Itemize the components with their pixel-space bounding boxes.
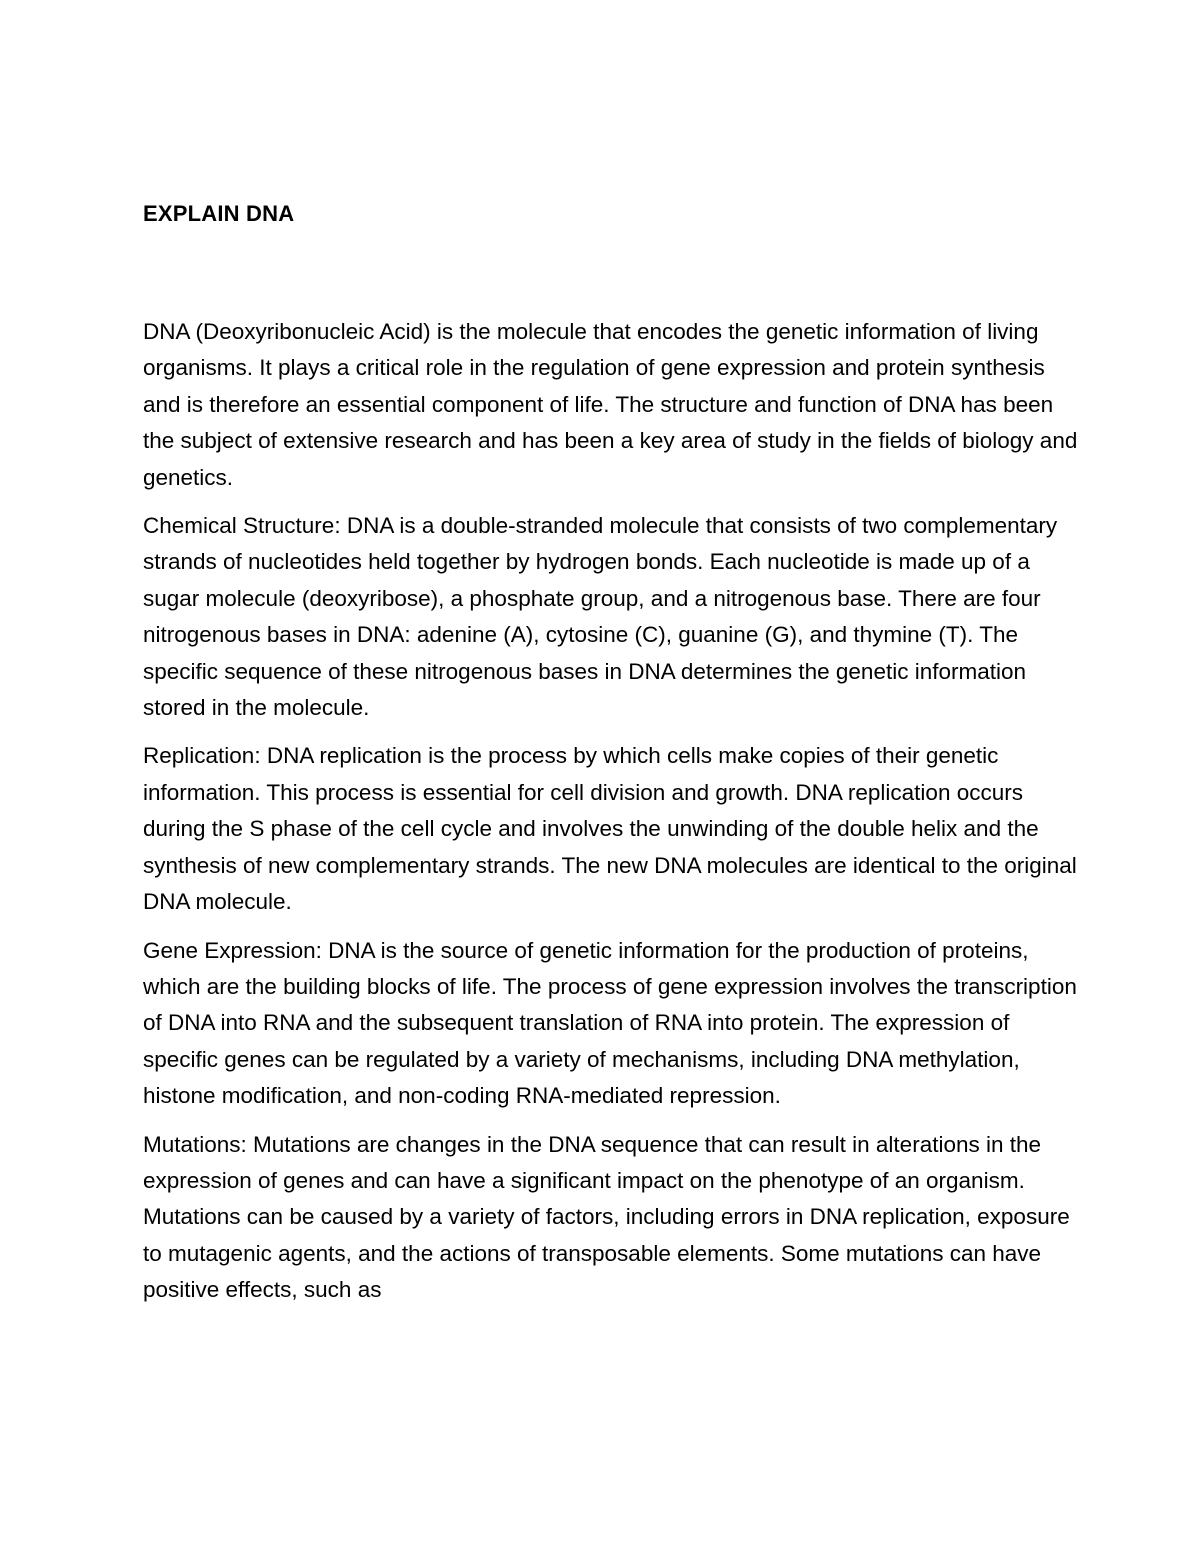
document-body: [143, 196, 1078, 1321]
paragraph-introduction: DNA (Deoxyribonucleic Acid) is the molecule that encodes the genetic information of living organisms. It plays a critical role in the regulation of gene expression and protein synthesis and is therefore an essential component of life. The structure and function of DNA has been the subject of extensive research and has been a key area of study in the fields of biology and genetics.: [143, 319, 1078, 490]
paragraph-replication: Replication: DNA replication is the process by which cells make copies of their genetic information. This process is essential for cell division and growth. DNA replication occurs during the S phase of the cell cycle and involves the unwinding of the double helix and the synthesis of new complementary strands. The new DNA molecules are identical to the original DNA molecule.: [143, 743, 1077, 915]
paragraph-mutations: Mutations: Mutations are changes in the DNA sequence that can result in alterations in the expression of genes and can have a significant impact on the phenotype of an organism. Mutations can be caused by a variety of factors, including errors in DNA replication, exposure to mutagenic agents, and the actions of transposable elements. Some mutations can have positive effects, such as: [143, 1131, 1070, 1303]
paragraph-chemical-structure: Chemical Structure: DNA is a double-stranded molecule that consists of two complementary strands of nucleotides held together by hydrogen bonds. Each nucleotide is made up of a sugar molecule (deoxyribose), a phosphate group, and a nitrogenous base. There are four nitrogenous bases in DNA: adenine (A), cytosine (C), guanine (G), and thymine (T). The specific sequence of these nitrogenous bases in DNA determines the genetic information stored in the molecule.: [143, 513, 1058, 721]
document-title: EXPLAIN DNA: [143, 201, 295, 226]
paragraph-gene-expression: Gene Expression: DNA is the source of genetic information for the production of proteins, which are the building blocks of life. The process of gene expression involves the transcription of DNA into RNA and the subsequent translation of RNA into protein. The expression of specific genes can be regulated by a variety of mechanisms, including DNA methylation, histone modification, and non-coding RNA-mediated repression.: [143, 937, 1077, 1109]
